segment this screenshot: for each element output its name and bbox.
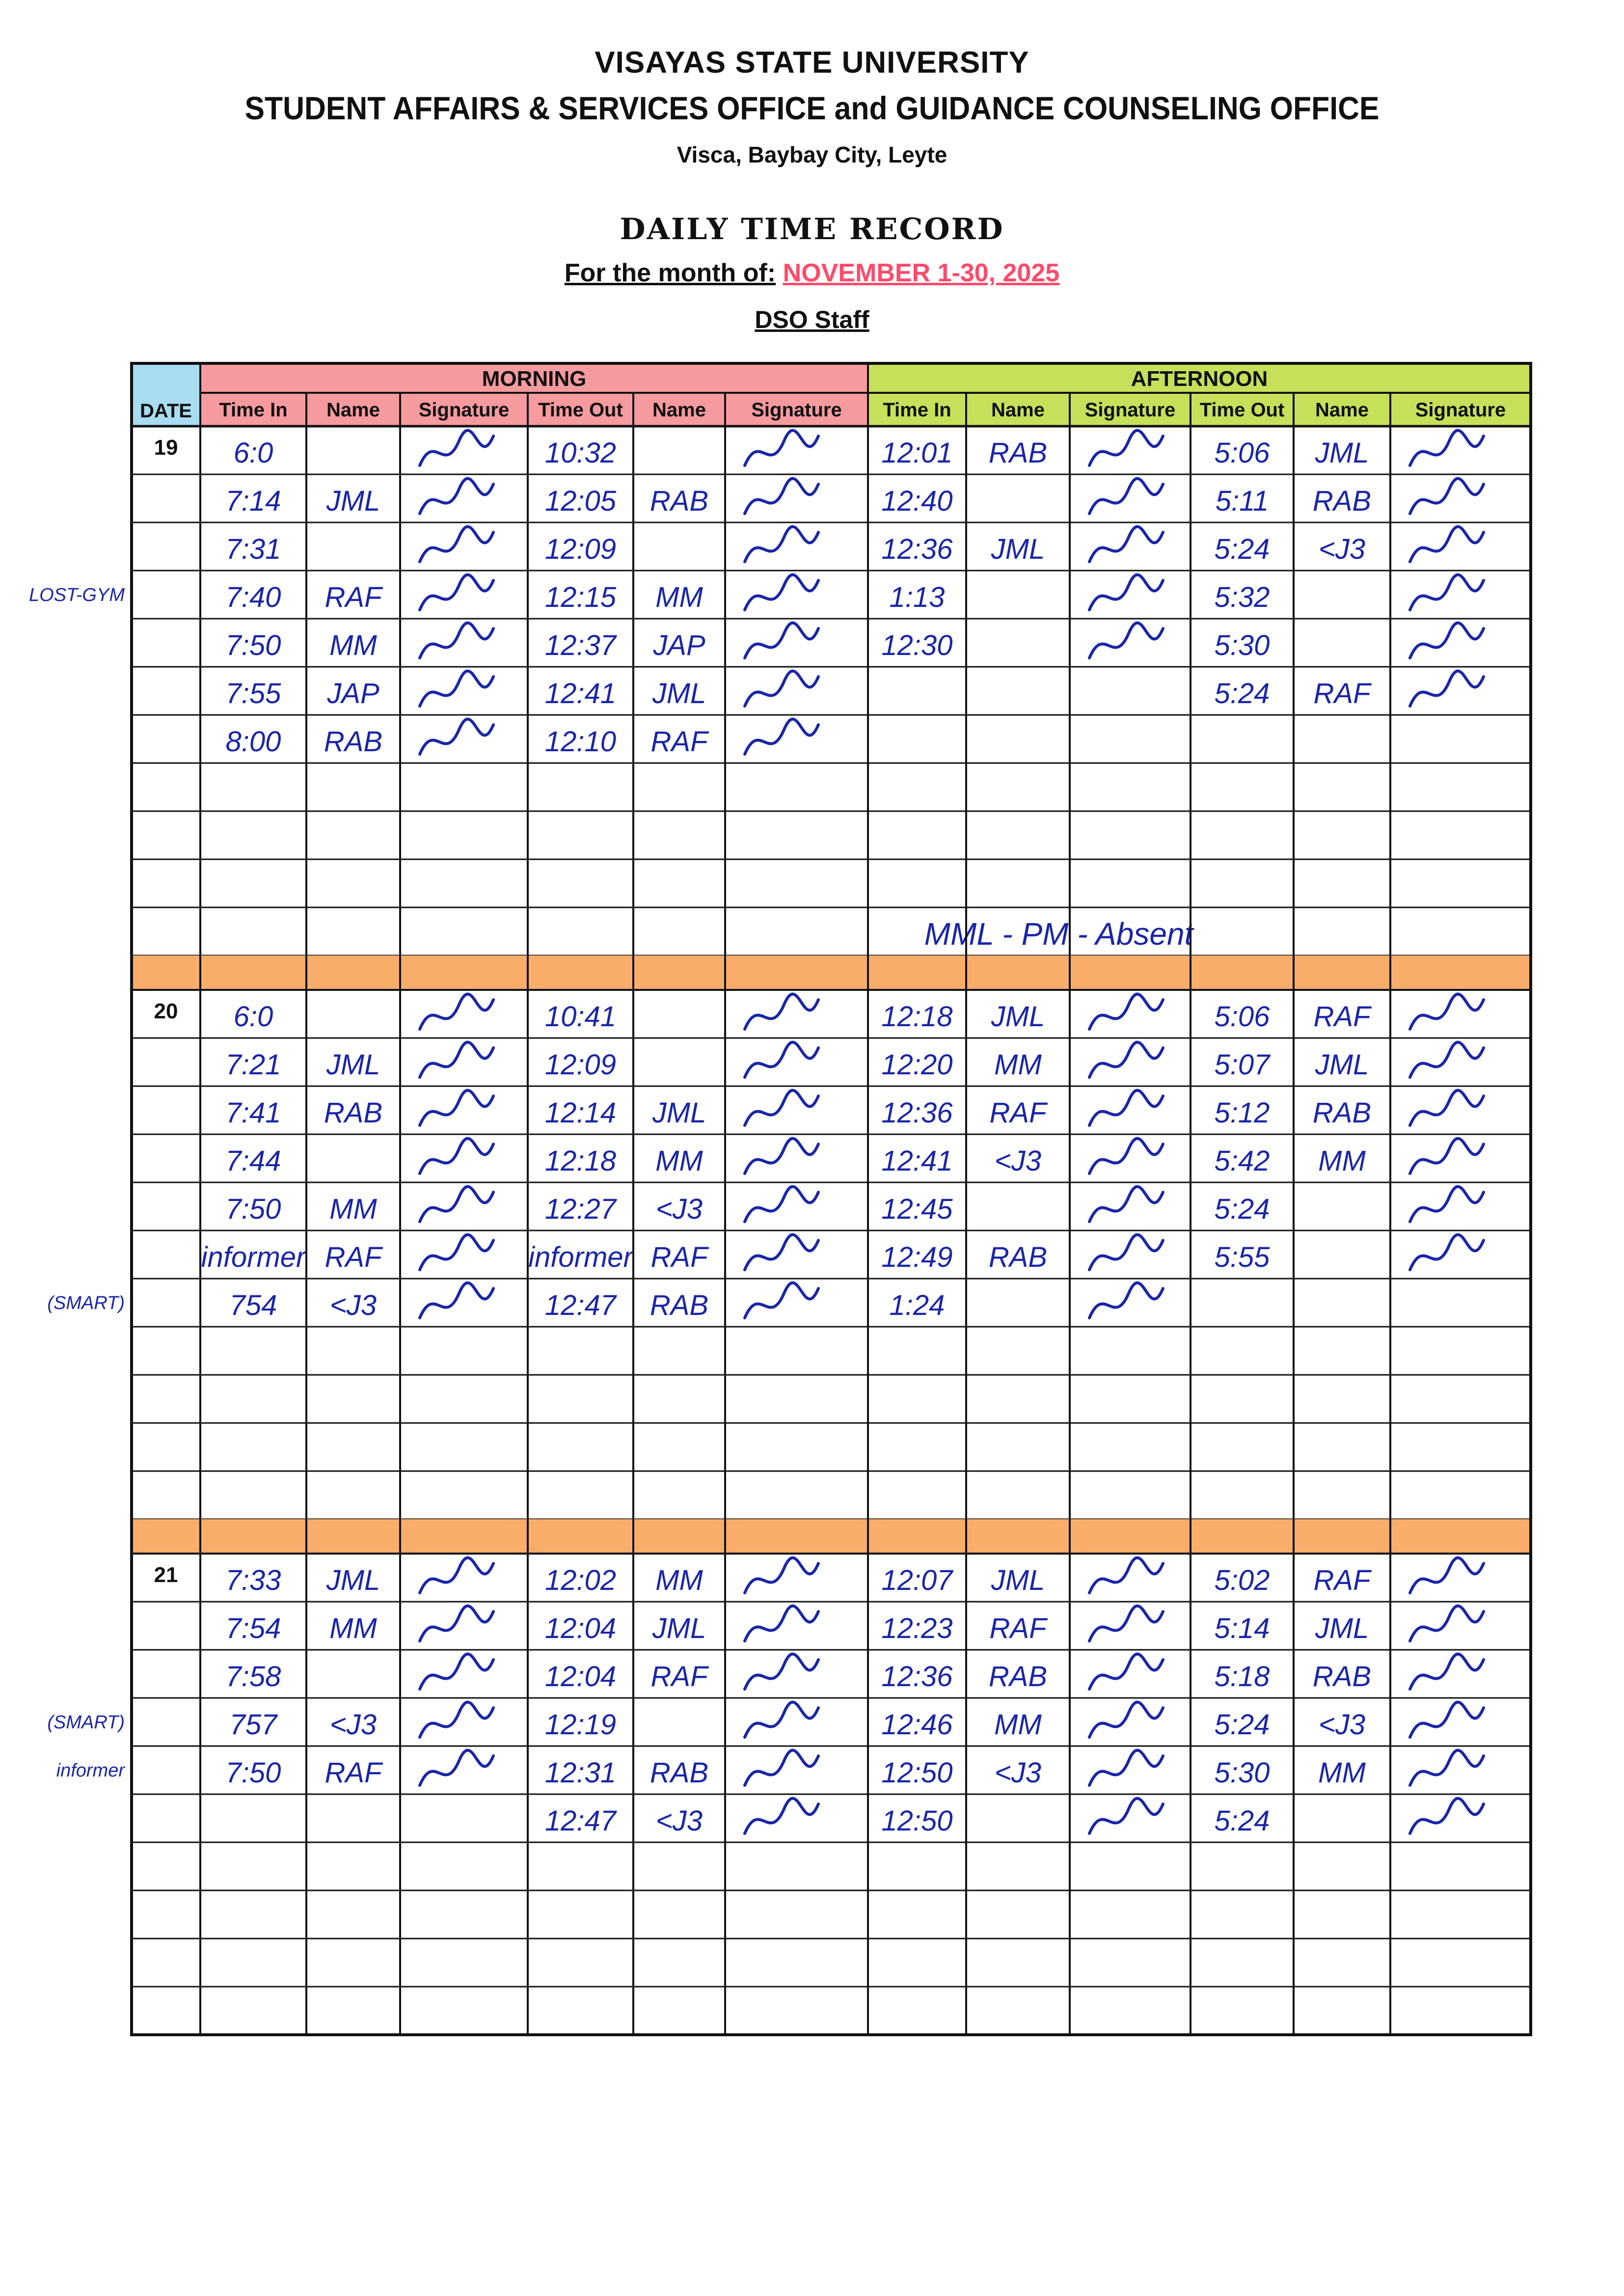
signature-scribble	[1410, 479, 1484, 514]
signature-scribble	[1410, 1139, 1484, 1174]
document-title: DAILY TIME RECORD	[620, 212, 1004, 246]
handwritten-entry: 12:09	[544, 1049, 617, 1081]
handwritten-entry: RAF	[325, 581, 382, 613]
handwritten-entry: 12:04	[544, 1661, 617, 1693]
signature-scribble	[745, 1654, 818, 1689]
signature-scribble	[1410, 1702, 1484, 1737]
signature-scribble	[420, 1139, 493, 1174]
signature-scribble	[1410, 994, 1484, 1029]
handwritten-entry: RAB	[988, 1661, 1048, 1693]
margin-note: (SMART)	[47, 1712, 125, 1733]
handwritten-entry: RAF	[325, 1241, 382, 1273]
signature-scribble	[1410, 671, 1484, 706]
handwritten-entry: 12:36	[881, 1661, 953, 1693]
handwritten-entry: 7:44	[225, 1145, 281, 1177]
handwritten-entry: 12:02	[544, 1564, 617, 1596]
handwritten-entry: 12:31	[544, 1757, 617, 1789]
handwritten-entry: RAF	[650, 1241, 708, 1273]
signature-scribble	[1410, 1235, 1484, 1270]
handwritten-entry: RAB	[324, 1097, 383, 1129]
signature-scribble	[1089, 1283, 1163, 1318]
signature-scribble	[420, 1702, 493, 1737]
handwritten-entry: 5:32	[1214, 581, 1270, 613]
signature-scribble	[1410, 1042, 1484, 1077]
handwritten-entry: 7:50	[225, 629, 281, 661]
handwritten-entry: 12:46	[881, 1709, 953, 1741]
date-label: 20	[154, 999, 178, 1023]
handwritten-entry: 5:06	[1214, 1001, 1270, 1033]
handwritten-entry: RAB	[988, 437, 1048, 469]
signature-scribble	[745, 1799, 818, 1833]
handwritten-entry: 12:01	[881, 437, 953, 469]
handwritten-entry: MM	[655, 1145, 703, 1177]
handwritten-entry: 12:36	[881, 533, 953, 565]
margin-note: LOST-GYM	[29, 585, 125, 605]
signature-scribble	[1410, 575, 1484, 610]
column-header: Time In	[883, 399, 951, 421]
handwritten-entry: RAF	[1313, 678, 1371, 710]
handwritten-entry: <J3	[655, 1805, 703, 1837]
column-header: Time Out	[1199, 399, 1285, 421]
signature-scribble	[1089, 1606, 1163, 1641]
handwritten-entry: informer	[201, 1241, 306, 1273]
signature-scribble	[1410, 527, 1484, 562]
handwritten-entry: 12:23	[881, 1613, 953, 1644]
handwritten-entry: 5:14	[1214, 1613, 1270, 1644]
handwritten-entry: RAB	[650, 1289, 709, 1321]
handwritten-entry: 5:30	[1214, 629, 1270, 661]
column-header: DATE	[140, 400, 192, 422]
signature-scribble	[1410, 1799, 1484, 1833]
handwritten-entry: 12:05	[544, 485, 617, 517]
handwritten-entry: 7:58	[225, 1661, 281, 1693]
day-separator	[132, 956, 1531, 990]
signature-scribble	[745, 431, 818, 465]
handwritten-entry: <J3	[994, 1145, 1042, 1177]
handwritten-entry: 757	[229, 1709, 277, 1741]
handwritten-entry: 7:55	[225, 678, 281, 710]
handwritten-entry: 12:15	[544, 581, 617, 613]
signature-scribble	[745, 1187, 818, 1222]
handwritten-entry: 5:12	[1214, 1097, 1270, 1129]
handwritten-entry: 7:31	[225, 533, 281, 565]
signature-scribble	[420, 1187, 493, 1222]
column-header: Signature	[751, 399, 842, 421]
handwritten-entry: 12:18	[544, 1145, 617, 1177]
handwritten-entry: informer	[528, 1241, 633, 1273]
handwritten-entry: RAF	[325, 1757, 382, 1789]
column-header: Signature	[418, 399, 510, 421]
signature-scribble	[1089, 431, 1163, 465]
signature-scribble	[420, 575, 493, 610]
handwritten-entry: 7:41	[225, 1097, 281, 1129]
column-header: Time Out	[538, 399, 623, 421]
day-separator	[132, 1519, 1531, 1554]
date-label: 21	[154, 1563, 178, 1587]
signature-scribble	[745, 479, 818, 514]
university-name: VISAYAS STATE UNIVERSITY	[595, 46, 1029, 80]
handwritten-entry: 5:55	[1214, 1241, 1270, 1273]
handwritten-entry: 5:30	[1214, 1757, 1270, 1789]
handwritten-entry: JML	[991, 1564, 1045, 1596]
handwritten-entry: RAF	[989, 1613, 1047, 1644]
signature-scribble	[1410, 1750, 1484, 1785]
handwritten-entry: MM	[1318, 1145, 1366, 1177]
handwritten-entry: 12:37	[544, 629, 617, 661]
staff-group: DSO Staff	[755, 306, 869, 333]
signature-scribble	[420, 1558, 493, 1593]
handwritten-entry: RAB	[324, 726, 383, 758]
handwritten-entry: 6:0	[233, 1001, 273, 1033]
column-header: Name	[326, 399, 380, 421]
handwritten-entry: 12:47	[544, 1289, 617, 1321]
signature-scribble	[745, 575, 818, 610]
handwritten-entry: MM	[655, 1564, 703, 1596]
handwritten-entry: RAF	[1313, 1001, 1371, 1033]
signature-scribble	[745, 1091, 818, 1125]
handwritten-entry: MM	[994, 1709, 1042, 1741]
handwritten-entry: 754	[229, 1289, 277, 1321]
handwritten-entry: JML	[1315, 1049, 1369, 1081]
office-name: STUDENT AFFAIRS & SERVICES OFFICE and GUIDANCE COUNSELING OFFICE	[244, 90, 1380, 126]
signature-scribble	[745, 1139, 818, 1174]
column-header: Name	[991, 399, 1045, 421]
handwritten-entry: RAF	[1313, 1564, 1371, 1596]
column-header: Signature	[1084, 399, 1176, 421]
signature-scribble	[745, 994, 818, 1029]
signature-scribble	[1089, 1702, 1163, 1737]
handwritten-entry: 12:09	[544, 533, 617, 565]
date-label: 19	[154, 436, 178, 460]
signature-scribble	[745, 1702, 818, 1737]
signature-scribble	[745, 1606, 818, 1641]
margin-note: (SMART)	[47, 1293, 125, 1313]
signature-scribble	[745, 1283, 818, 1318]
signature-scribble	[420, 479, 493, 514]
signature-scribble	[745, 719, 818, 754]
handwritten-entry: 6:0	[233, 437, 273, 469]
margin-note: informer	[56, 1760, 125, 1781]
handwritten-entry: JML	[326, 1564, 380, 1596]
signature-scribble	[745, 623, 818, 658]
handwritten-entry: 5:24	[1214, 533, 1270, 565]
handwritten-entry: 8:00	[225, 726, 281, 758]
handwritten-entry: MM	[655, 581, 703, 613]
signature-scribble	[1089, 479, 1163, 514]
handwritten-entry: 5:07	[1214, 1049, 1270, 1081]
signature-scribble	[1410, 1091, 1484, 1125]
signature-scribble	[1089, 623, 1163, 658]
handwritten-entry: RAB	[650, 1757, 709, 1789]
signature-scribble	[745, 527, 818, 562]
handwritten-entry: JAP	[653, 629, 705, 661]
column-header: Name	[652, 399, 706, 421]
handwritten-entry: 5:24	[1214, 1193, 1270, 1225]
handwritten-entry: JML	[652, 1097, 706, 1129]
column-header: Time In	[219, 399, 288, 421]
handwritten-entry: 12:47	[544, 1805, 617, 1837]
signature-scribble	[1089, 1654, 1163, 1689]
handwritten-entry: <J3	[329, 1709, 377, 1741]
handwritten-entry: 12:14	[544, 1097, 617, 1129]
handwritten-entry: RAF	[989, 1097, 1047, 1129]
handwritten-entry: 12:04	[544, 1613, 617, 1644]
handwritten-entry: 12:40	[881, 485, 953, 517]
signature-scribble	[420, 1750, 493, 1785]
handwritten-entry: <J3	[655, 1193, 703, 1225]
handwritten-entry: RAB	[1312, 1097, 1372, 1129]
signature-scribble	[1410, 431, 1484, 465]
handwritten-entry: JML	[991, 533, 1045, 565]
signature-scribble	[745, 1558, 818, 1593]
signature-scribble	[1089, 1091, 1163, 1125]
handwritten-entry: MM	[1318, 1757, 1366, 1789]
handwritten-entry: JML	[1315, 1613, 1369, 1644]
handwritten-entry: RAB	[1312, 485, 1372, 517]
handwritten-entry: 12:07	[881, 1564, 953, 1596]
column-header: Name	[1315, 399, 1369, 421]
address: Visca, Baybay City, Leyte	[677, 142, 947, 167]
day-remark: MML - PM - Absent	[924, 916, 1193, 952]
handwritten-entry: <J3	[994, 1757, 1042, 1789]
handwritten-entry: 12:50	[881, 1757, 953, 1789]
handwritten-entry: 12:19	[544, 1709, 617, 1741]
handwritten-entry: 12:30	[881, 629, 953, 661]
handwritten-entry: 7:21	[225, 1049, 281, 1081]
handwritten-entry: RAB	[988, 1241, 1048, 1273]
handwritten-entry: 7:33	[225, 1564, 281, 1596]
handwritten-entry: RAF	[650, 726, 708, 758]
handwritten-entry: 7:50	[225, 1757, 281, 1789]
handwritten-entry: 5:24	[1214, 678, 1270, 710]
handwritten-entry: 7:50	[225, 1193, 281, 1225]
handwritten-entry: JML	[652, 678, 706, 710]
handwritten-entry: 12:20	[881, 1049, 953, 1081]
signature-scribble	[420, 671, 493, 706]
signature-scribble	[745, 1750, 818, 1785]
handwritten-entry: JML	[326, 485, 380, 517]
handwritten-entry: JML	[991, 1001, 1045, 1033]
handwritten-entry: 5:42	[1214, 1145, 1270, 1177]
handwritten-entry: JML	[326, 1049, 380, 1081]
handwritten-entry: MM	[329, 1193, 377, 1225]
signature-scribble	[420, 623, 493, 658]
signature-scribble	[1089, 575, 1163, 610]
handwritten-entry: JML	[1315, 437, 1369, 469]
handwritten-entry: 1:24	[889, 1289, 945, 1321]
handwritten-entry: 5:02	[1214, 1564, 1270, 1596]
column-header: Signature	[1415, 399, 1506, 421]
handwritten-entry: <J3	[1318, 533, 1366, 565]
handwritten-entry: 5:18	[1214, 1661, 1270, 1693]
signature-scribble	[745, 671, 818, 706]
signature-scribble	[1089, 1235, 1163, 1270]
signature-scribble	[420, 1042, 493, 1077]
signature-scribble	[1089, 1799, 1163, 1833]
signature-scribble	[745, 1235, 818, 1270]
handwritten-entry: 5:06	[1214, 437, 1270, 469]
handwritten-entry: 5:11	[1215, 485, 1269, 517]
morning-label: MORNING	[482, 367, 587, 391]
signature-scribble	[420, 719, 493, 754]
handwritten-entry: 12:10	[544, 726, 617, 758]
afternoon-label: AFTERNOON	[1131, 367, 1268, 391]
handwritten-entry: JML	[652, 1613, 706, 1644]
signature-scribble	[420, 431, 493, 465]
handwritten-entry: 12:36	[881, 1097, 953, 1129]
signature-scribble	[1410, 1606, 1484, 1641]
handwritten-entry: 7:54	[225, 1613, 281, 1644]
month-value: NOVEMBER 1-30, 2025	[783, 259, 1060, 287]
handwritten-entry: MM	[329, 1613, 377, 1644]
handwritten-entry: RAF	[650, 1661, 708, 1693]
signature-scribble	[420, 1654, 493, 1689]
handwritten-entry: RAB	[1312, 1661, 1372, 1693]
handwritten-entry: 5:24	[1214, 1805, 1270, 1837]
handwritten-entry: 7:14	[225, 485, 281, 517]
signature-scribble	[1089, 1750, 1163, 1785]
signature-scribble	[745, 1042, 818, 1077]
handwritten-entry: MM	[329, 629, 377, 661]
handwritten-entry: 12:49	[881, 1241, 953, 1273]
signature-scribble	[1089, 994, 1163, 1029]
signature-scribble	[420, 1235, 493, 1270]
signature-scribble	[1410, 1654, 1484, 1689]
handwritten-entry: 12:50	[881, 1805, 953, 1837]
signature-scribble	[1089, 1042, 1163, 1077]
signature-scribble	[1089, 527, 1163, 562]
handwritten-entry: 12:27	[544, 1193, 617, 1225]
signature-scribble	[1410, 1558, 1484, 1593]
signature-scribble	[1089, 1187, 1163, 1222]
signature-scribble	[420, 1283, 493, 1318]
signature-scribble	[1410, 623, 1484, 658]
handwritten-entry: <J3	[329, 1289, 377, 1321]
handwritten-entry: 10:41	[544, 1001, 617, 1033]
signature-scribble	[420, 1091, 493, 1125]
signature-scribble	[420, 994, 493, 1029]
handwritten-entry: 5:24	[1214, 1709, 1270, 1741]
handwritten-entry: 12:41	[544, 678, 617, 710]
signature-scribble	[420, 527, 493, 562]
signature-scribble	[1410, 1187, 1484, 1222]
handwritten-entry: 12:18	[881, 1001, 953, 1033]
handwritten-entry: 10:32	[544, 437, 617, 469]
handwritten-entry: 1:13	[889, 581, 945, 613]
handwritten-entry: <J3	[1318, 1709, 1366, 1741]
signature-scribble	[1089, 1558, 1163, 1593]
handwritten-entry: MM	[994, 1049, 1042, 1081]
handwritten-entry: 7:40	[225, 581, 281, 613]
signature-scribble	[420, 1606, 493, 1641]
handwritten-entry: 12:45	[881, 1193, 953, 1225]
handwritten-entry: RAB	[650, 485, 709, 517]
signature-scribble	[1089, 1139, 1163, 1174]
month-label: For the month of:	[564, 259, 776, 287]
handwritten-entry: 12:41	[881, 1145, 953, 1177]
handwritten-entry: JAP	[327, 678, 379, 710]
